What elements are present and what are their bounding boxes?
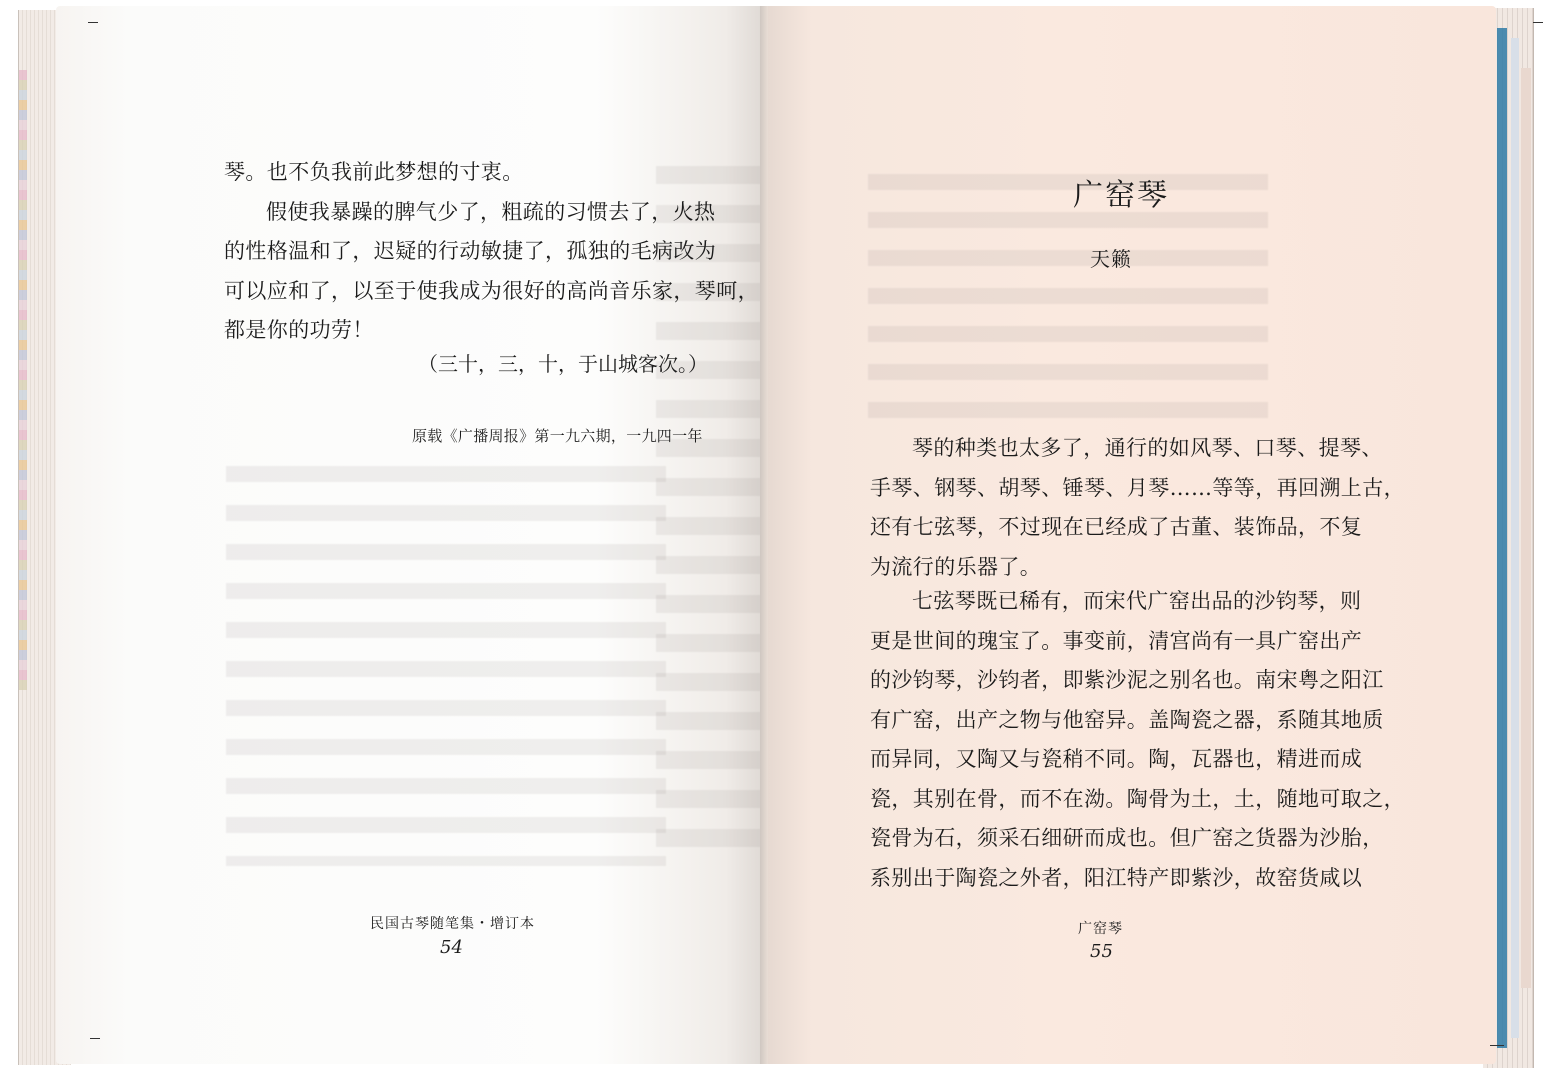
- left-running-footer: 民国古琴随笔集・增订本: [370, 916, 535, 932]
- dateline: （三十，三，十，于山城客次。）: [418, 352, 708, 376]
- right-text-line: 瓷，其别在骨，而不在泑。陶骨为土，土，随地可取之，: [870, 786, 1405, 811]
- right-text-line: 瓷骨为石，须采石细研而成也。但广窑之货器为沙胎，: [870, 826, 1384, 850]
- source-note: 原载《广播周报》第一九六期，一九四一年: [412, 427, 703, 445]
- crop-mark: [90, 1038, 100, 1039]
- crop-mark: [88, 22, 98, 23]
- author-name: 天籁: [1090, 247, 1132, 271]
- right-text-line: 琴的种类也太多了，通行的如风琴、口琴、提琴、: [912, 436, 1383, 460]
- left-text-line: 的性格温和了，迟疑的行动敏捷了，孤独的毛病改为: [224, 239, 717, 263]
- chapter-title: 广窑琴: [1073, 178, 1169, 213]
- right-paragraph-1: [870, 429, 1405, 587]
- left-text-line: 可以应和了，以至于使我成为很好的高尚音乐家，琴呵，: [224, 278, 759, 303]
- right-text-line: 的沙钧琴，沙钧者，即紫沙泥之别名也。南宋粤之阳江: [870, 668, 1384, 692]
- right-text-line: 手琴、钢琴、胡琴、锤琴、月琴……等等，再回溯上古，: [870, 475, 1405, 500]
- left-text-line: 假使我暴躁的脾气少了，粗疏的习惯去了，火热: [266, 199, 716, 224]
- right-text-line: 有广窑，出产之物与他窑异。盖陶瓷之器，系随其地质: [870, 707, 1384, 732]
- left-page-number: 54: [440, 937, 463, 958]
- right-text-line: 还有七弦琴，不过现在已经成了古董、装饰品，不复: [870, 515, 1363, 539]
- pink-edge-strip: [1521, 68, 1531, 988]
- blue-edge-strip: [1497, 28, 1507, 1048]
- right-text-line: 系别出于陶瓷之外者，阳江特产即紫沙，故窑货咸以: [870, 865, 1363, 890]
- right-text-line: 更是世间的瑰宝了。事变前，清宫尚有一具广窑出产: [870, 628, 1363, 653]
- right-running-footer: 广窑琴: [1078, 921, 1123, 937]
- right-text-line: 七弦琴既已稀有，而宋代广窑出品的沙钧琴，则: [912, 589, 1362, 613]
- left-edge-color-marks: [19, 70, 27, 690]
- right-page-number: 55: [1090, 941, 1113, 962]
- left-page-show-through-lower: [226, 466, 666, 866]
- right-text-line: 为流行的乐器了。: [870, 554, 1042, 579]
- left-text-line: 都是你的功劳！: [224, 318, 374, 342]
- left-text-line: 琴。也不负我前此梦想的寸衷。: [224, 160, 524, 184]
- right-paragraph-2: [870, 582, 1405, 898]
- crop-mark: [1533, 22, 1543, 23]
- left-page-body: [224, 153, 759, 351]
- right-text-line: 而异同，又陶又与瓷稍不同。陶，瓦器也，精进而成: [870, 747, 1363, 771]
- grey-edge-strip: [1511, 38, 1519, 1038]
- right-page-show-through: [868, 174, 1268, 434]
- crop-mark: [1490, 1045, 1504, 1046]
